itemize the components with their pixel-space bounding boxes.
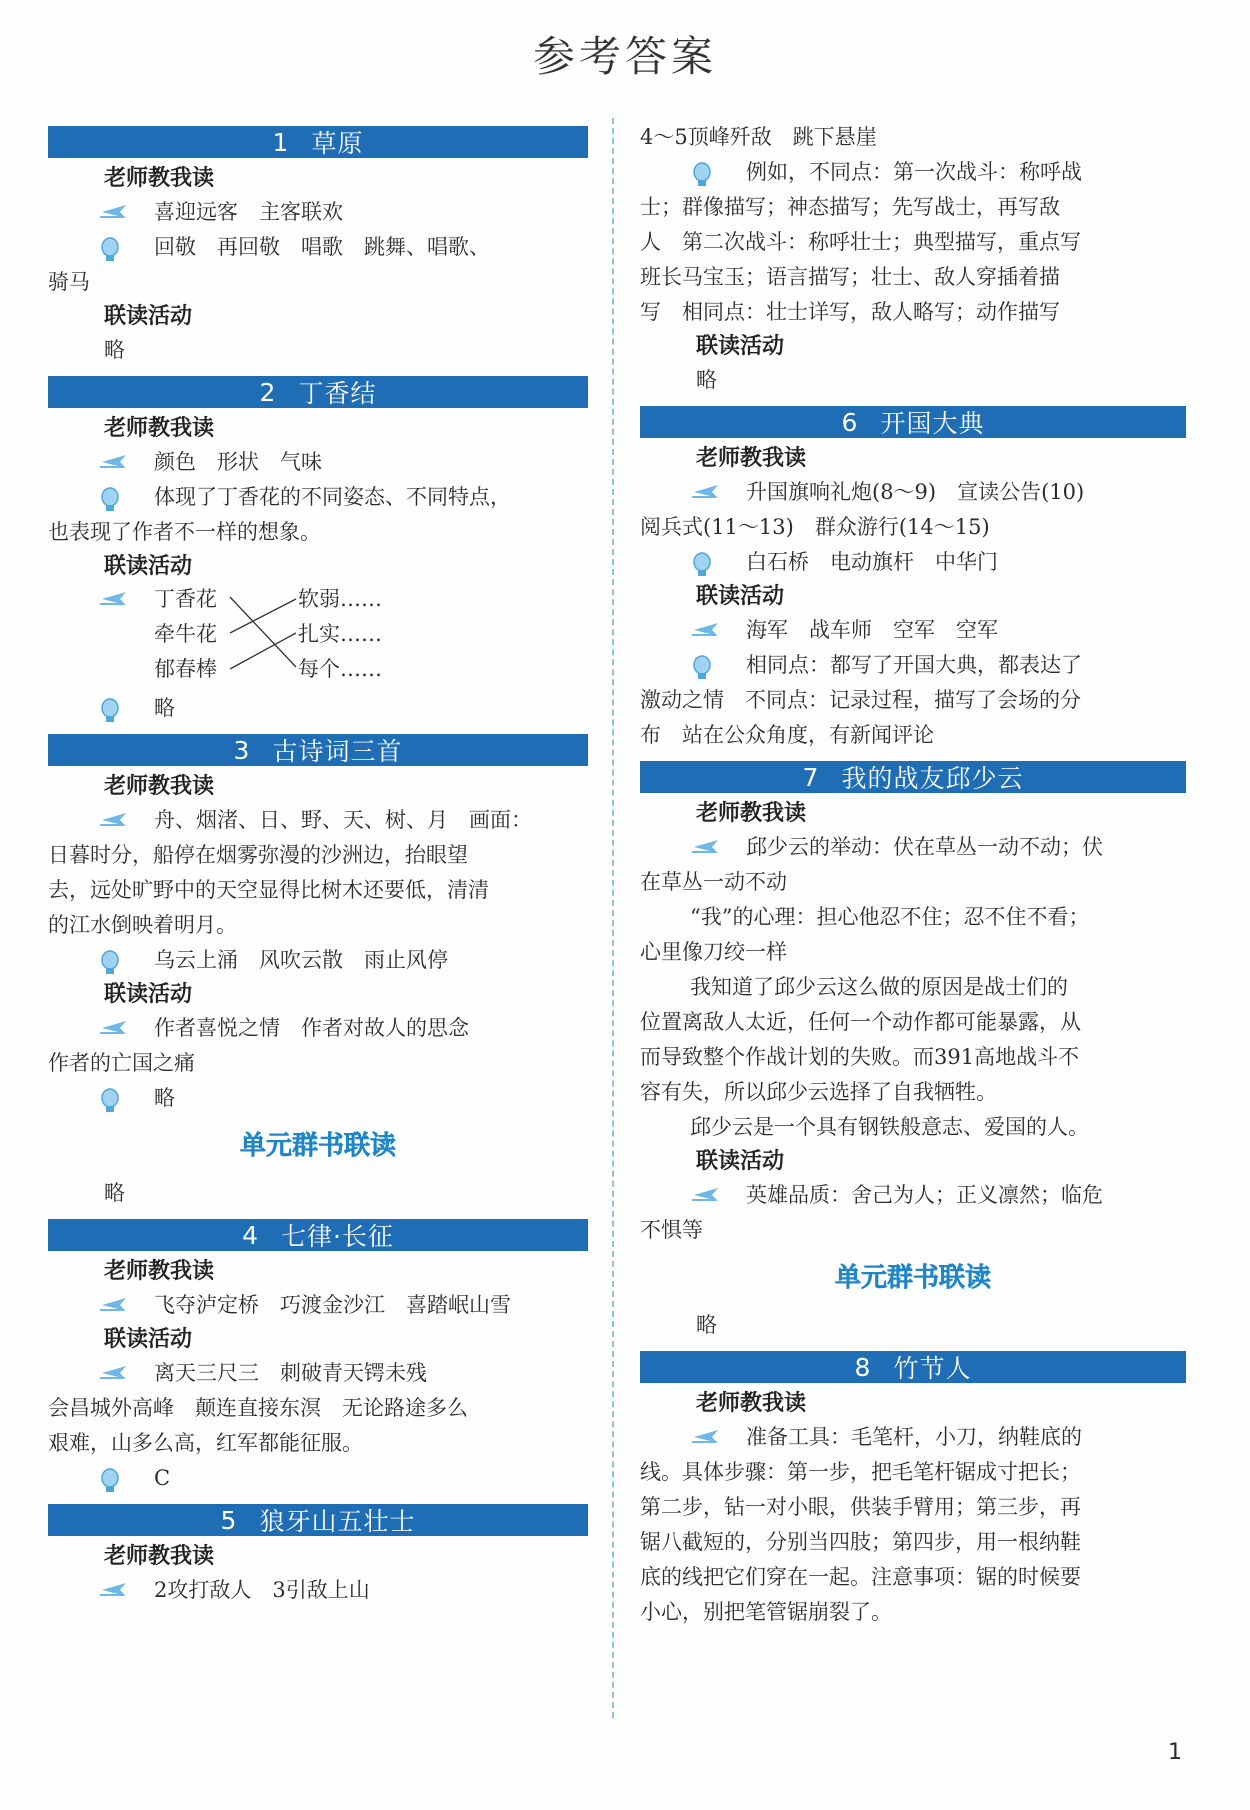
section-title: 丁香结 [298,379,377,408]
answer-line: 也表现了作者不一样的想象。 [48,520,321,544]
answer-line [640,648,1186,683]
answer-line: 略 [104,338,125,362]
answer-line [48,691,588,726]
answer-line: 容有失，所以邱少云选择了自我牺牲。 [640,1080,997,1104]
section-number: 4 [242,1220,259,1250]
section-number: 1 [272,127,290,157]
lightbulb-icon [100,698,120,724]
answer-line [48,1011,588,1046]
subheading-teacher: 老师教我读 [104,416,215,441]
answer-line [48,480,588,515]
group-reading-title: 单元群书联读 [834,1263,991,1293]
right-column [640,120,1186,1630]
answer-line: 而导致整个作战计划的失败。而391高地战斗不 [640,1045,1080,1069]
page-number: 1 [1168,1740,1182,1765]
matching-lines [228,583,300,691]
match-left-item: 郁春棒 [154,657,217,681]
answer-line: 写 相同点：壮士详写，敌人略写；动作描写 [640,300,1060,324]
section-title: 开国大典 [880,409,985,438]
answer-line [640,545,1186,580]
answer-line: 我知道了邱少云这么做的原因是战士们的 [690,975,1068,999]
section-title: 草原 [311,129,364,158]
pen-icon [100,452,130,470]
answer-text: 相同点：都写了开国大典，都表达了 [746,653,1082,677]
match-left-item: 丁香花 [154,587,217,611]
answer-text: 升国旗响礼炮(8～9) 宣读公告(10) [746,480,1085,504]
answer-line [48,1356,588,1391]
subheading-activity: 联读活动 [104,982,193,1007]
answer-text: 2攻打敌人 3引敌上山 [154,1578,370,1602]
answer-text: 略 [154,1086,175,1110]
lightbulb-icon [100,1468,120,1494]
section-title: 竹节人 [893,1354,972,1383]
section-header-4 [48,1219,588,1251]
answer-line: 艰难，山多么高，红军都能征服。 [48,1431,363,1455]
answer-line: 邱少云是一个具有钢铁般意志、爱国的人。 [690,1115,1089,1139]
match-left-item: 牵牛花 [154,622,217,646]
pen-icon [100,1018,130,1036]
answer-line: 骑马 [48,270,90,294]
match-right-item: 扎实…… [298,622,382,646]
answer-line: 不惧等 [640,1218,703,1242]
answer-text: 海军 战车师 空军 空军 [746,618,998,642]
subheading-teacher: 老师教我读 [104,1259,215,1284]
answer-line: 日暮时分，船停在烟雾弥漫的沙洲边，抬眼望 [48,843,468,867]
answer-text: 飞夺泸定桥 巧渡金沙江 喜踏岷山雪 [154,1293,511,1317]
subheading-teacher: 老师教我读 [696,801,807,826]
answer-line: 线。具体步骤：第一步，把毛笔杆锯成寸把长； [640,1460,1081,1484]
answer-line: 锯八截短的，分别当四肢；第四步，用一根纳鞋 [640,1530,1081,1554]
answer-text: 离天三尺三 刺破青天锷未残 [154,1361,427,1385]
subheading-activity: 联读活动 [104,1327,193,1352]
section-header-1 [48,126,588,158]
answer-text: 英雄品质：舍己为人；正义凛然；临危 [746,1183,1103,1207]
answer-line: 略 [104,1181,125,1205]
answer-text: 喜迎远客 主客联欢 [154,200,343,224]
section-header-8 [640,1351,1186,1383]
subheading-activity: 联读活动 [696,1149,785,1174]
lightbulb-icon [100,487,120,513]
answer-text: 体现了丁香花的不同姿态、不同特点， [154,485,511,509]
answer-text: 例如，不同点：第一次战斗：称呼战 [746,160,1082,184]
answer-line: 激动之情 不同点：记录过程，描写了会场的分 [640,688,1081,712]
match-right-item: 每个…… [298,657,382,681]
section-header-7 [640,761,1186,793]
subheading-teacher: 老师教我读 [104,774,215,799]
answer-text: 略 [154,696,175,720]
matching-exercise [48,583,588,691]
answer-line: 人 第二次战斗：称呼壮士；典型描写，重点写 [640,230,1081,254]
group-reading-title: 单元群书联读 [239,1131,396,1161]
pen-icon [100,589,130,607]
answer-text: 乌云上涌 风吹云散 雨止风停 [154,948,448,972]
lightbulb-icon [692,552,712,578]
answer-line [640,155,1186,190]
subheading-activity: 联读活动 [696,584,785,609]
answer-line: 底的线把它们穿在一起。注意事项：锯的时候要 [640,1565,1081,1589]
answer-line [640,475,1186,510]
answer-line [48,1461,588,1496]
answer-line [48,803,588,838]
section-number: 2 [259,377,277,407]
pen-icon [100,1363,130,1381]
answer-line [640,1178,1186,1213]
lightbulb-icon [100,1088,120,1114]
subheading-activity: 联读活动 [104,554,193,579]
answer-line [48,943,588,978]
section-number: 6 [841,407,859,437]
section-header-5 [48,1504,588,1536]
subheading-activity: 联读活动 [104,304,193,329]
section-title: 七律·长征 [280,1222,394,1251]
answer-line [48,230,588,265]
answer-text: 颜色 形状 气味 [154,450,322,474]
answer-line [640,613,1186,648]
section-number: 8 [854,1352,872,1382]
answer-line: 阅兵式(11～13) 群众游行(14～15) [640,515,990,539]
lightbulb-icon [100,237,120,263]
answer-line [48,195,588,230]
section-title: 狼牙山五壮士 [259,1507,416,1536]
page-title: 参考答案 [532,32,717,81]
pen-icon [100,1295,130,1313]
section-header-3 [48,734,588,766]
answer-line: “我”的心理：担心他忍不住；忍不住不看； [690,905,1090,929]
answer-line [48,445,588,480]
pen-icon [100,810,130,828]
answer-text: 准备工具：毛笔杆，小刀，纳鞋底的 [746,1425,1082,1449]
answer-line: 略 [696,368,717,392]
answer-text: 舟、烟渚、日、野、天、树、月 画面： [154,808,532,832]
lightbulb-icon [692,162,712,188]
subheading-teacher: 老师教我读 [104,166,215,191]
section-title: 古诗词三首 [272,737,403,766]
section-number: 3 [233,735,251,765]
answer-line: 班长马宝玉；语言描写；壮士、敌人穿插着描 [640,265,1060,289]
answer-line [48,1288,588,1323]
answer-line: 略 [696,1313,717,1337]
answer-line [640,1420,1186,1455]
answer-line: 去，远处旷野中的天空显得比树木还要低，清清 [48,878,489,902]
pen-icon [692,1427,722,1445]
lightbulb-icon [100,950,120,976]
answer-line: 4～5顶峰歼敌 跳下悬崖 [640,125,877,149]
answer-line: 小心，别把笔管锯崩裂了。 [640,1600,892,1624]
section-number: 5 [220,1505,238,1535]
answer-line [640,830,1186,865]
section-header-2 [48,376,588,408]
lightbulb-icon [692,655,712,681]
subheading-teacher: 老师教我读 [696,446,807,471]
pen-icon [100,1580,130,1598]
answer-line: 布 站在公众角度，有新闻评论 [640,723,934,747]
pen-icon [692,1185,722,1203]
column-divider [612,118,614,1718]
answer-line: 第二步，钻一对小眼，供装手臂用；第三步，再 [640,1495,1081,1519]
answer-text: C [154,1466,171,1490]
pen-icon [692,620,722,638]
answer-text: 邱少云的举动：伏在草丛一动不动；伏 [746,835,1103,859]
match-right-item: 软弱…… [298,587,382,611]
pen-icon [692,482,722,500]
subheading-teacher: 老师教我读 [104,1544,215,1569]
section-header-6 [640,406,1186,438]
answer-line: 在草丛一动不动 [640,870,787,894]
section-title: 我的战友邱少云 [841,764,1024,793]
answer-line: 的江水倒映着明月。 [48,913,237,937]
answer-line [48,1573,588,1608]
answer-line: 心里像刀绞一样 [640,940,787,964]
answer-text: 作者喜悦之情 作者对故人的思念 [154,1016,469,1040]
left-column [48,118,588,1608]
answer-line: 位置离敌人太近，任何一个动作都可能暴露，从 [640,1010,1081,1034]
subheading-activity: 联读活动 [696,334,785,359]
pen-icon [100,202,130,220]
section-number: 7 [802,762,820,792]
answer-text: 白石桥 电动旗杆 中华门 [746,550,998,574]
answer-line: 作者的亡国之痛 [48,1051,195,1075]
answer-line [48,1081,588,1116]
subheading-teacher: 老师教我读 [696,1391,807,1416]
answer-line: 士；群像描写；神态描写；先写战士，再写敌 [640,195,1060,219]
answer-line: 会昌城外高峰 颠连直接东溟 无论路途多么 [48,1396,468,1420]
answer-text: 回敬 再回敬 唱歌 跳舞、唱歌、 [154,235,490,259]
pen-icon [692,837,722,855]
